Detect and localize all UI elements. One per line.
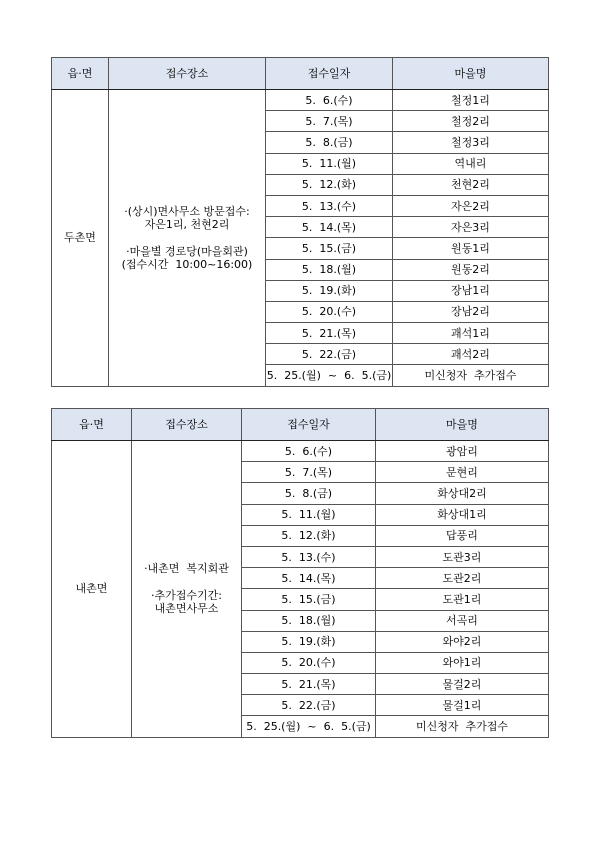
header-village: 마을명 [376,409,549,441]
place-line: 내촌면사무소 [154,602,219,616]
date-cell: 5. 15.(금) [266,238,393,259]
village-cell: 자은3리 [393,217,549,238]
place-line: ·추가접수기간: [151,589,222,603]
village-cell: 물걸2리 [376,674,549,695]
village-cell: 문현리 [376,462,549,483]
date-cell: 5. 21.(목) [266,323,393,344]
date-cell: 5. 8.(금) [266,132,393,153]
header-date: 접수일자 [242,409,376,441]
village-cell: 자은2리 [393,195,549,216]
header-date: 접수일자 [266,58,393,90]
table-body [52,90,549,387]
table-body [52,441,549,738]
village-cell: 철정2리 [393,111,549,132]
table-header-row [52,409,549,441]
date-cell: 5. 13.(수) [242,546,376,567]
region-cell: 두촌면 [52,90,109,387]
village-cell: 괘석2리 [393,344,549,365]
date-cell: 5. 22.(금) [266,344,393,365]
village-cell: 역내리 [393,153,549,174]
village-cell: 답풍리 [376,525,549,546]
date-cell: 5. 7.(목) [242,462,376,483]
date-cell: 5. 7.(목) [266,111,393,132]
header-region: 읍·면 [52,409,132,441]
place-line: ·(상시)면사무소 방문접수: [124,204,250,218]
header-region: 읍·면 [52,58,109,90]
village-cell: 물걸1리 [376,695,549,716]
region-cell: 내촌면 [52,441,132,738]
place-cell [109,90,266,387]
date-cell: 5. 19.(화) [266,280,393,301]
village-cell: 원동1리 [393,238,549,259]
village-cell: 천현2리 [393,174,549,195]
village-cell: 철정1리 [393,90,549,111]
village-cell: 화상대2리 [376,483,549,504]
village-cell: 서곡리 [376,610,549,631]
date-cell: 5. 25.(월) ~ 6. 5.(금) [266,365,393,386]
date-cell: 5. 20.(수) [266,301,393,322]
date-cell: 5. 11.(월) [266,153,393,174]
date-cell: 5. 14.(목) [242,568,376,589]
village-cell: 장남2리 [393,301,549,322]
village-cell: 원동2리 [393,259,549,280]
header-place: 접수장소 [109,58,266,90]
table-header-row [52,58,549,90]
date-cell: 5. 18.(월) [266,259,393,280]
schedule-table-naechon [51,408,549,738]
village-cell: 도관3리 [376,546,549,567]
date-cell: 5. 6.(수) [266,90,393,111]
header-village: 마을명 [393,58,549,90]
date-cell: 5. 18.(월) [242,610,376,631]
place-line: (접수시간 10:00~16:00) [121,257,253,271]
date-cell: 5. 15.(금) [242,589,376,610]
date-cell: 5. 19.(화) [242,631,376,652]
date-cell: 5. 14.(목) [266,217,393,238]
date-cell: 5. 25.(월) ~ 6. 5.(금) [242,716,376,737]
date-cell: 5. 11.(월) [242,504,376,525]
date-cell: 5. 21.(목) [242,674,376,695]
schedule-table-duchon [51,57,549,387]
date-cell: 5. 22.(금) [242,695,376,716]
date-cell: 5. 12.(화) [242,525,376,546]
village-cell: 장남1리 [393,280,549,301]
place-cell [132,441,242,738]
table-row [52,90,549,111]
village-cell: 광암리 [376,441,549,462]
village-cell: 미신청자 추가접수 [376,716,549,737]
header-place: 접수장소 [132,409,242,441]
village-cell: 철정3리 [393,132,549,153]
village-cell: 괘석1리 [393,323,549,344]
place-line: 자은1리, 천현2리 [144,217,230,231]
date-cell: 5. 20.(수) [242,652,376,673]
village-cell: 도관2리 [376,568,549,589]
table-row [52,441,549,462]
place-line: ·마을별 경로당(마을회관) [126,244,248,258]
date-cell: 5. 8.(금) [242,483,376,504]
place-line: ·내촌면 복지회관 [144,562,229,576]
village-cell: 도관1리 [376,589,549,610]
date-cell: 5. 13.(수) [266,195,393,216]
village-cell: 미신청자 추가접수 [393,365,549,386]
village-cell: 와야1리 [376,652,549,673]
village-cell: 와야2리 [376,631,549,652]
village-cell: 화상대1리 [376,504,549,525]
date-cell: 5. 6.(수) [242,441,376,462]
date-cell: 5. 12.(화) [266,174,393,195]
